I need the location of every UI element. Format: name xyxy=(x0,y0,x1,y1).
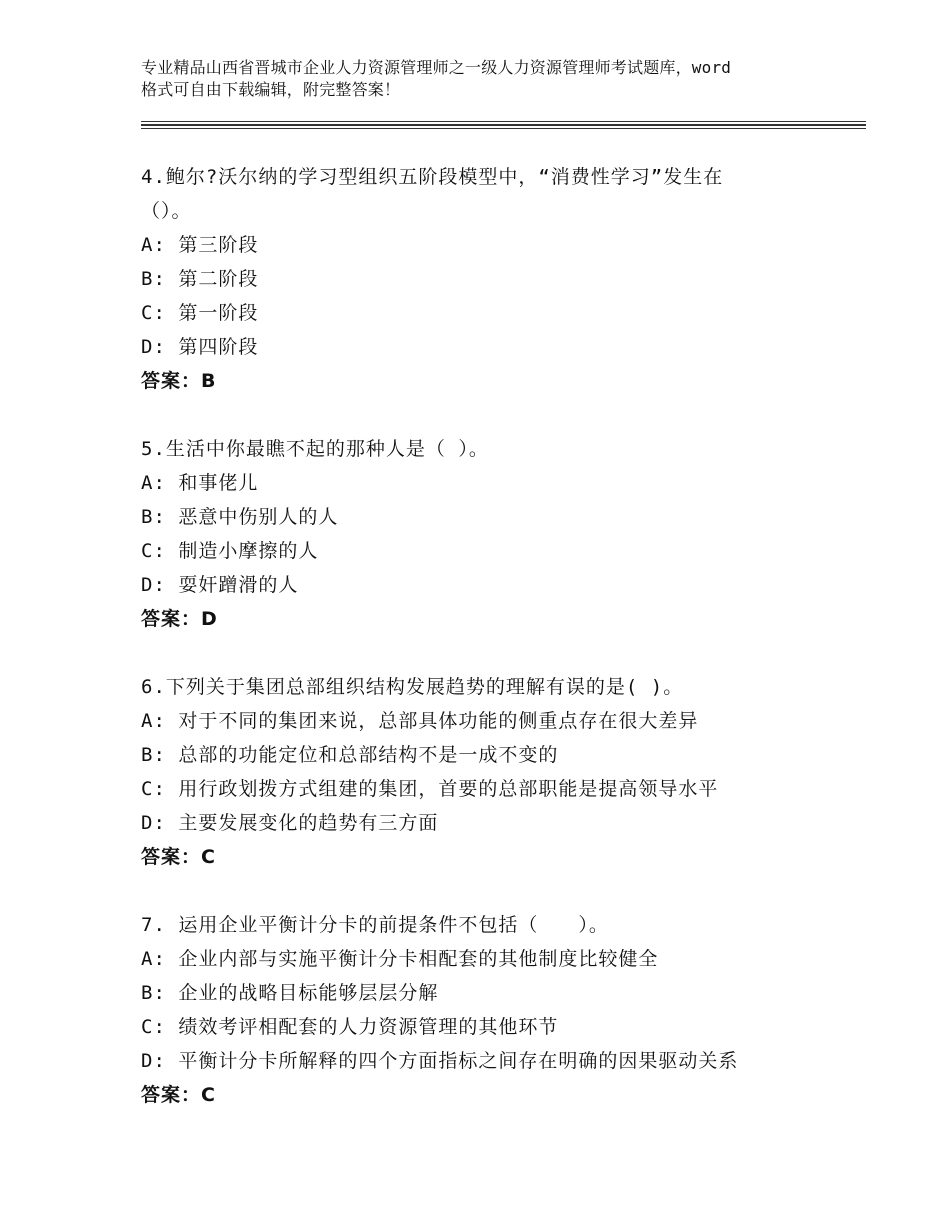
option-key: A: xyxy=(141,472,166,494)
question-4 xyxy=(141,160,866,398)
option-text: 第二阶段 xyxy=(178,268,259,290)
option-a xyxy=(141,704,866,738)
answer-label: 答案： xyxy=(141,370,202,392)
option-text: 主要发展变化的趋势有三方面 xyxy=(178,812,439,834)
option-text: 企业内部与实施平衡计分卡相配套的其他制度比较健全 xyxy=(178,948,659,970)
option-d xyxy=(141,806,866,840)
option-b xyxy=(141,738,866,772)
question-stem: 4.鲍尔?沃尔纳的学习型组织五阶段模型中，“消费性学习”发生在 xyxy=(141,166,724,188)
question-stem: 6.下列关于集团总部组织结构发展趋势的理解有误的是( )。 xyxy=(141,676,684,698)
answer-label: 答案： xyxy=(141,1084,202,1106)
option-key: A: xyxy=(141,948,166,970)
document-header xyxy=(141,57,841,101)
answer-label: 答案： xyxy=(141,846,202,868)
option-text: 第一阶段 xyxy=(178,302,259,324)
answer-value: C xyxy=(201,1084,216,1106)
answer-value: C xyxy=(201,846,216,868)
option-text: 总部的功能定位和总部结构不是一成不变的 xyxy=(178,744,559,766)
header-title-line-1: 专业精品山西省晋城市企业人力资源管理师之一级人力资源管理师考试题库，word xyxy=(141,58,732,77)
option-b xyxy=(141,500,866,534)
option-text: 和事佬儿 xyxy=(178,472,259,494)
answer-line xyxy=(141,602,866,636)
option-d xyxy=(141,330,866,364)
header-divider-bottom xyxy=(141,128,866,129)
option-text: 恶意中伤别人的人 xyxy=(178,506,339,528)
option-a xyxy=(141,466,866,500)
option-key: D: xyxy=(141,812,166,834)
option-text: 耍奸蹭滑的人 xyxy=(178,574,299,596)
option-key: B: xyxy=(141,506,166,528)
option-text: 企业的战略目标能够层层分解 xyxy=(178,982,439,1004)
answer-value: B xyxy=(201,370,217,392)
option-key: B: xyxy=(141,982,166,1004)
option-key: C: xyxy=(141,540,166,562)
answer-line xyxy=(141,840,866,874)
option-text: 第四阶段 xyxy=(178,336,259,358)
option-text: 平衡计分卡所解释的四个方面指标之间存在明确的因果驱动关系 xyxy=(178,1050,739,1072)
option-text: 第三阶段 xyxy=(178,234,259,256)
header-divider-top xyxy=(141,121,866,122)
question-6 xyxy=(141,670,866,874)
option-key: D: xyxy=(141,336,166,358)
question-stem-continuation: （）。 xyxy=(141,200,192,222)
option-d xyxy=(141,568,866,602)
option-text: 用行政划拨方式组建的集团，首要的总部职能是提高领导水平 xyxy=(178,778,719,800)
option-c xyxy=(141,296,866,330)
question-list xyxy=(141,160,866,1146)
option-a xyxy=(141,228,866,262)
option-key: D: xyxy=(141,1050,166,1072)
option-c xyxy=(141,772,866,806)
answer-value: D xyxy=(201,608,218,630)
question-7 xyxy=(141,908,866,1112)
question-stem: 5.生活中你最瞧不起的那种人是（ ）。 xyxy=(141,438,489,460)
option-key: B: xyxy=(141,744,166,766)
option-c xyxy=(141,534,866,568)
answer-line xyxy=(141,364,866,398)
option-key: A: xyxy=(141,710,166,732)
option-text: 绩效考评相配套的人力资源管理的其他环节 xyxy=(178,1016,559,1038)
option-d xyxy=(141,1044,866,1078)
header-title-line-2: 格式可自由下载编辑，附完整答案！ xyxy=(141,80,401,99)
option-key: C: xyxy=(141,302,166,324)
option-key: A: xyxy=(141,234,166,256)
question-5 xyxy=(141,432,866,636)
option-key: B: xyxy=(141,268,166,290)
option-b xyxy=(141,262,866,296)
option-c xyxy=(141,1010,866,1044)
option-key: C: xyxy=(141,1016,166,1038)
option-text: 对于不同的集团来说，总部具体功能的侧重点存在很大差异 xyxy=(178,710,699,732)
answer-line xyxy=(141,1078,866,1112)
option-text: 制造小摩擦的人 xyxy=(178,540,319,562)
option-b xyxy=(141,976,866,1010)
answer-label: 答案： xyxy=(141,608,202,630)
option-key: C: xyxy=(141,778,166,800)
option-a xyxy=(141,942,866,976)
option-key: D: xyxy=(141,574,166,596)
header-divider-middle xyxy=(141,124,866,126)
question-stem: 7. 运用企业平衡计分卡的前提条件不包括（ ）。 xyxy=(141,914,609,936)
